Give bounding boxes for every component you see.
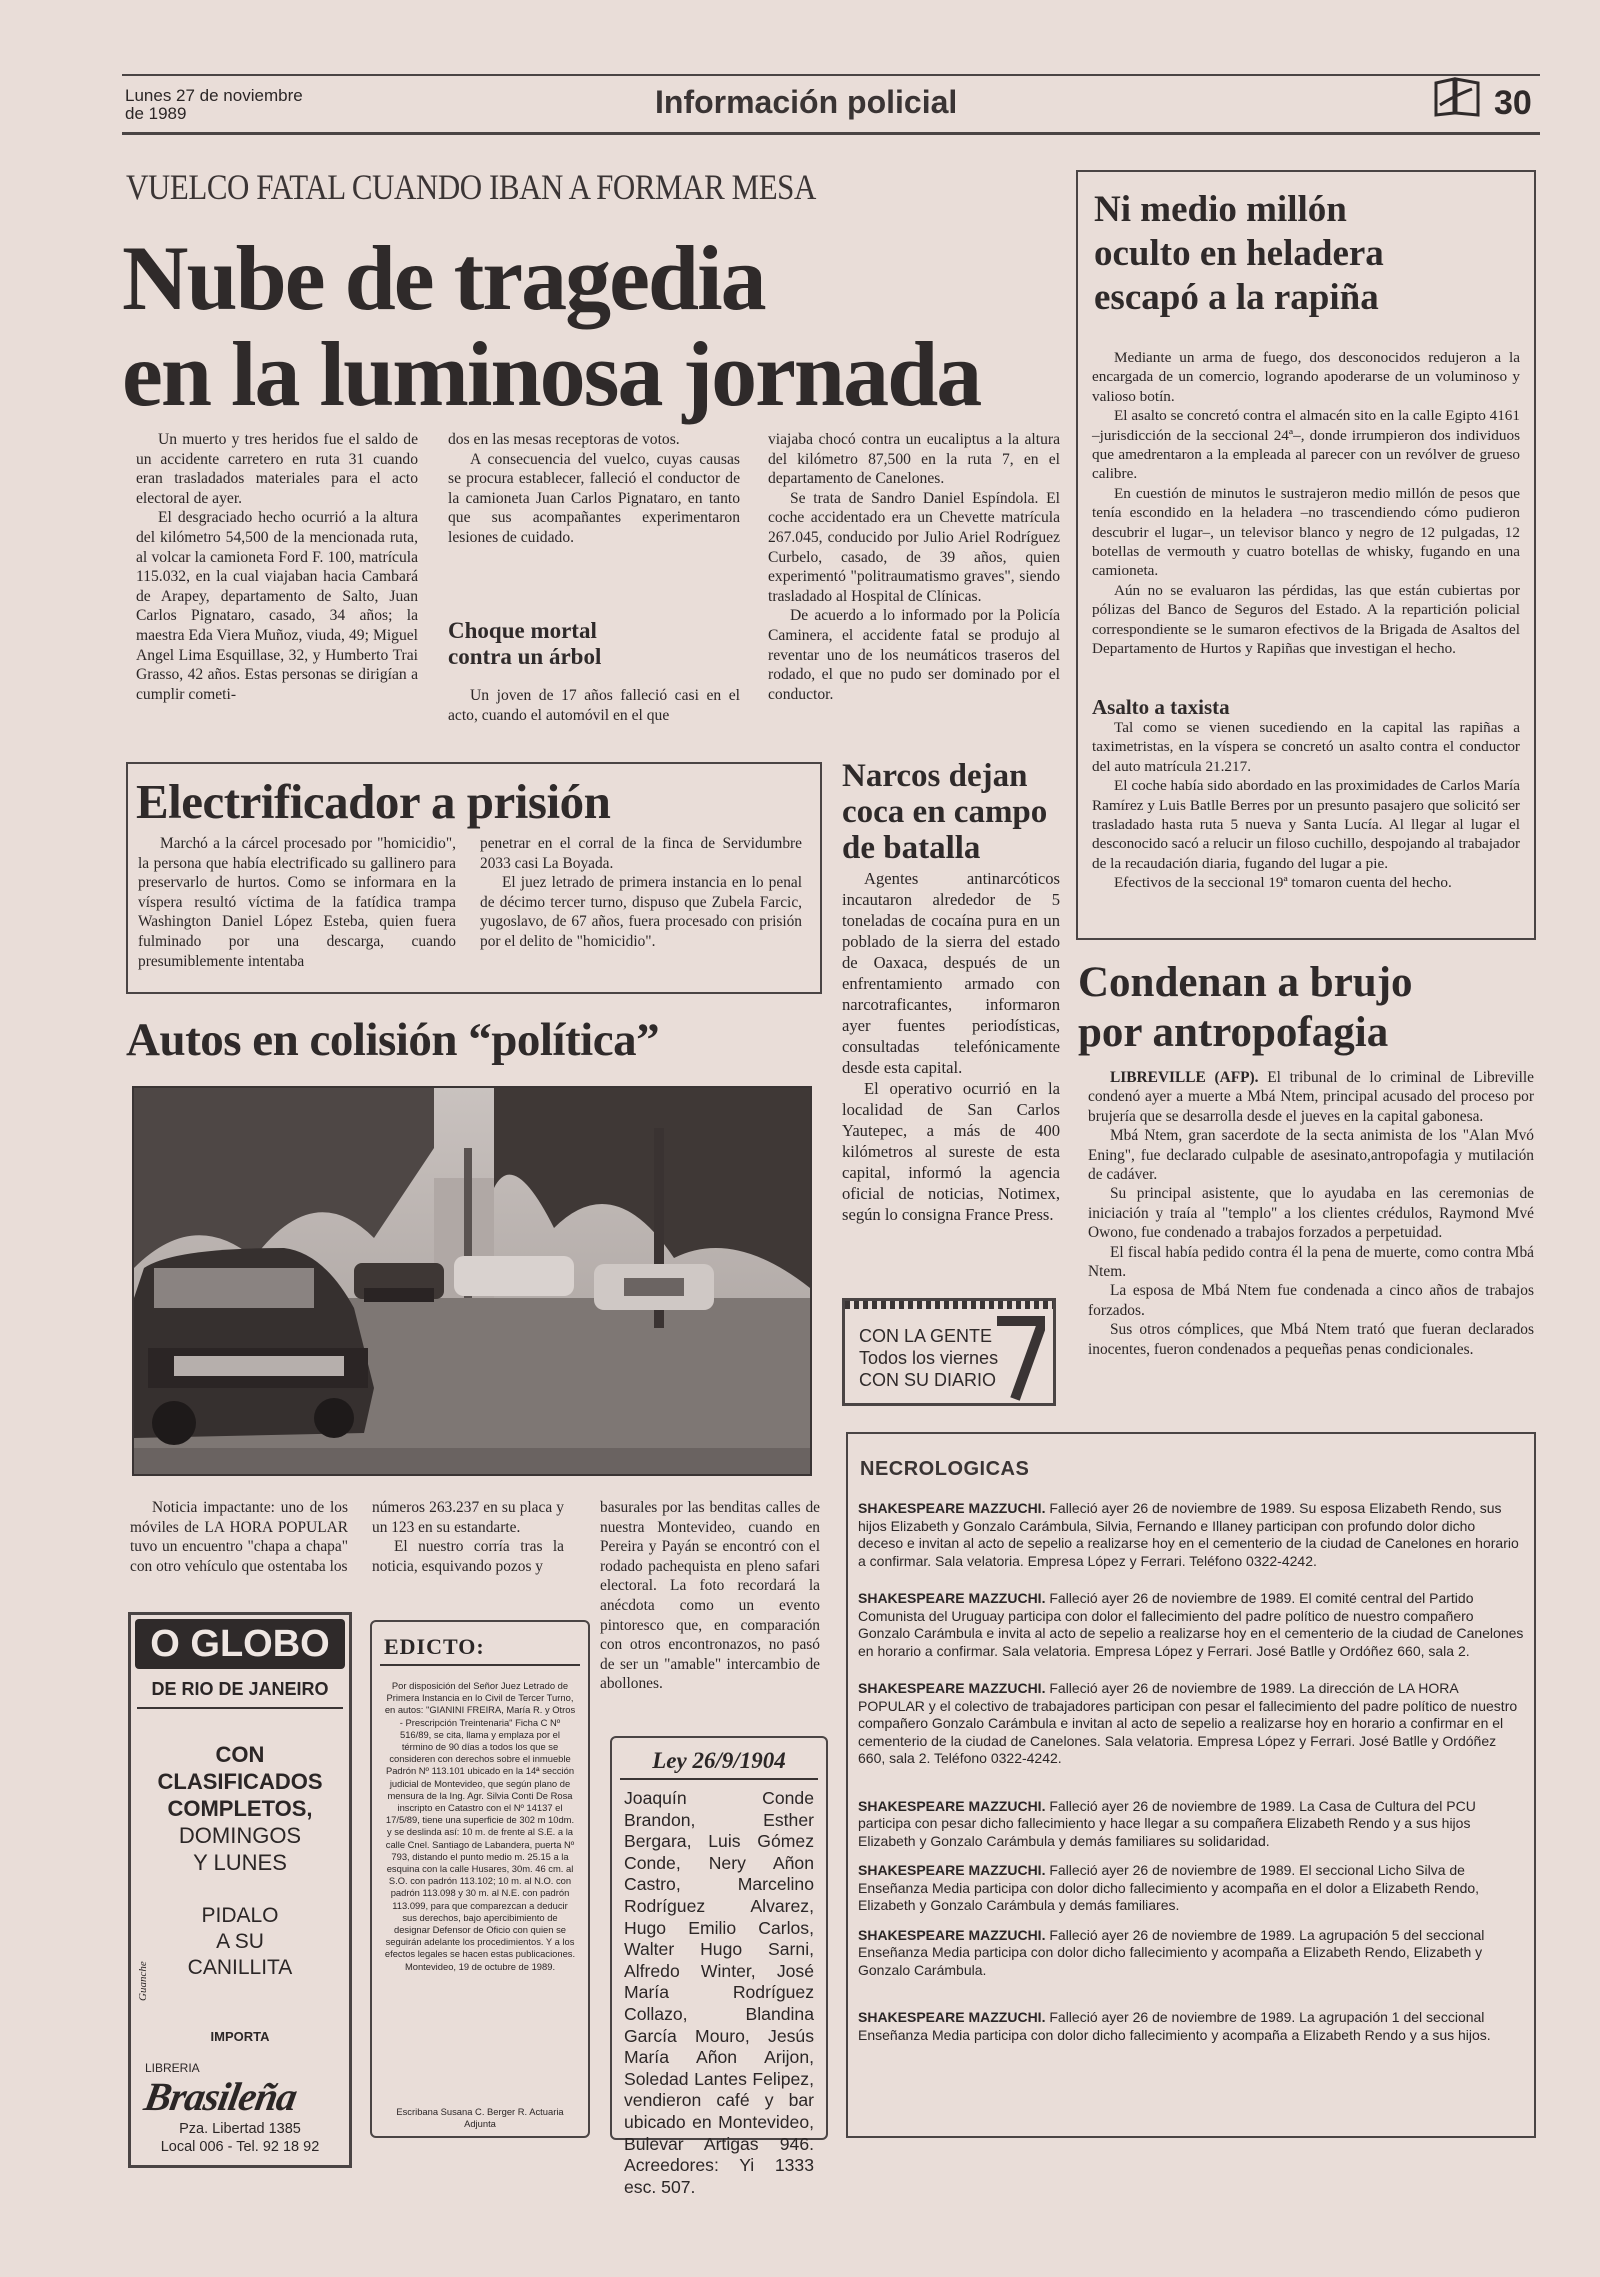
paragraph: Agentes antinarcóticos incautaron alrededor de 5 toneladas de cocaína pura en un poblado de la sierra del estado de Oaxaca, después de un enfrentamiento armado con narcotraficantes, informaron ayer fuentes periodísticas, consultadas telefónicamente desde esta capital. (842, 869, 1060, 1077)
entry-text: Falleció ayer 26 de noviembre de 1989. Su esposa Elizabeth Rendo, sus hijos Elizabeth y Gonzalo Carámbula, Silvia, Fernando e Illaney participan con profundo dolor dicho deceso e invitan al acto de sepelio a realizarse hoy en el cementerio de la ciudad de Canelones en horario a confirmar. Sala velatoria. Empresa López y Ferrari. Teléfono 0322-4242. (858, 1500, 1519, 1569)
narcos-body (842, 868, 1060, 1225)
headline-line-1: Narcos dejan (842, 758, 1028, 794)
offer-line: CLASIFICADOS (157, 1769, 323, 1794)
offer-line: DOMINGOS (178, 1823, 302, 1848)
headline-line-2: oculto en heladera (1094, 233, 1384, 274)
deceased-name: SHAKESPEARE MAZZUCHI. (858, 1862, 1046, 1878)
paragraph: El asalto se concretó contra el almacén sito en la calle Egipto 4161 –jurisdicción de la seccional 24ª–, donde irrumpieron dos individuos que amedrentaron a la empleada al parecer con un revólver de grueso calibre. (1092, 407, 1520, 483)
necrology-entry (858, 1798, 1524, 1851)
dateline: LIBREVILLE (AFP). (1110, 1069, 1259, 1086)
paragraph: Mbá Ntem, gran sacerdote de la secta animista de los "Alan Mvó Ening", fue declarado culpable de asesinato,antropofagia y mutilación de cadáver. (1088, 1127, 1534, 1184)
headline-line-2: por antropofagia (1078, 1009, 1389, 1056)
paragraph: El juez letrado de primera instancia en lo penal de décimo tercer turno, dispuso que Zubela Farcic, yugoslavo, de 67 años, fuera procesado con prisión por el delito de "homicidio". (480, 874, 802, 950)
paragraph: El operativo ocurrió en la localidad de San Carlos Yautepec, a más de 400 kilómetros al sureste de esta capital, informó la agencia oficial de noticias, Notimex, según lo consigna France Press. (842, 1079, 1060, 1224)
paragraph: Un muerto y tres heridos fue el saldo de un accidente carretero en ruta 31 cuando eran trasladados materiales para el acto electoral de ayer. (136, 431, 418, 507)
promo-text (859, 1325, 998, 1391)
deceased-name: SHAKESPEARE MAZZUCHI. (858, 1797, 1046, 1814)
lead-column-2b (448, 686, 740, 725)
necrology-entry (858, 1500, 1524, 1570)
lead-subhead (448, 618, 740, 670)
deceased-name: SHAKESPEARE MAZZUCHI. (858, 1500, 1046, 1516)
promo-line-3: CON SU DIARIO (859, 1370, 997, 1390)
paragraph: El coche había sido abordado en las proximidades de Carlos María Ramírez y Luis Batlle Berres por un presunto pasajero que solicitó ser trasladado hasta ruta 5 nueva y Santa Lucía. Al llegar al lugar el desconocido sacó a relucir un filoso cuchillo, despojando al trabajador de la recaudación diaria, fugando del lugar a pie. (1092, 777, 1520, 872)
necrology-entry (858, 2009, 1524, 2044)
ley-box (610, 1736, 828, 2197)
lead-headline-line-1: Nube de tragedia (122, 227, 765, 329)
electrificador-column-1 (138, 834, 456, 971)
entry-text: Falleció ayer 26 de noviembre de 1989. La agrupación 5 del seccional Enseñanza Media participa con dolor dicho fallecimiento y acompaña a Elizabeth Rendo, Elizabeth y Gonzalo Carámbula. (858, 1926, 1485, 1978)
paragraph: Tal como se vienen sucediendo en la capital las rapiñas a taximetristas, en la víspera se concretó un asalto contra el conductor del auto matrícula 21.217. (1092, 719, 1520, 775)
entry-text: Falleció ayer 26 de noviembre de 1989. La agrupación 1 del seccional Enseñanza Media participa con dolor dicho fallecimiento y acompaña a Elizabeth Rendo y a sus hijos. (858, 2009, 1491, 2043)
brujo-headline (1078, 958, 1413, 1058)
entry-text: Falleció ayer 26 de noviembre de 1989. La dirección de LA HORA POPULAR y el colectivo de trabajadores participan con pesar el fallecimiento del padre político de nuestro compañero Gonzalo Carámbula e invitan al acto de sepelio a realizarse hoy en horario a confirmar en el cementerio de la ciudad de Canelones. Sala velatoria. Empresa López y Ferrari. José Batlle y Ordóñez 660, sala 2. Teléfono 0322-4242. (858, 1680, 1518, 1766)
promo-stripe (845, 1301, 1053, 1309)
necrology-entry (858, 1680, 1524, 1768)
paragraph: penetrar en el corral de la finca de Servidumbre 2033 casi La Boyada. (480, 835, 802, 872)
paragraph: El desgraciado hecho ocurrió a la altura del kilómetro 54,500 de la mencionada ruta, al volcar la camioneta Ford F. 100, matrícula 115.032, en la cual viajaban hacia Cambará de Arapey, departamento de Salto, Juan Carlos Pignataro, casado, 34 años; la maestra Eda Viera Muñoz, viuda, 49; Miguel Angel Lima Esquillase, 32, y Humberto Trai Grasso, 42 años. Estas personas se dirigían a cumplir cometi- (136, 509, 418, 703)
paragraph: Sus otros cómplices, que Mbá Ntem trató que fueran declarados inocentes, fueron condenados a pequeñas penas condicionales. (1088, 1321, 1534, 1358)
paragraph: basurales por las benditas calles de nuestra Montevideo, cuando en Pereira y Payán se encontró con el rodado pachequista en pleno safari electoral. La foto recordará la anécdota como un evento pintoresco que, en comparación con otros encontronazos, no pasó de ser un "amable" intercambio de abollones. (600, 1499, 820, 1693)
headline-line-3: escapó a la rapiña (1094, 277, 1379, 318)
ley-body: Joaquín Conde Brandon, Esther Bergara, Luis Gómez Conde, Nery Añon Castro, Marcelino Rodríguez Alvarez, Hugo Emilio Carlos, Walter Hugo Sarni, Alfredo Winter, José María Rodríguez Collazo, Blandina García Mouro, Jesús María Añon Arijon, Soledad Lantes Felipez, vendieron café y bar ubicado en Montevideo, Bulevar Artigas 946. Acreedores: Yi 1333 esc. 507. (624, 1788, 814, 2197)
medio-millon-box (1076, 170, 1536, 940)
lead-kicker: VUELCO FATAL CUANDO IBAN A FORMAR MESA (126, 167, 816, 207)
headline-line-1: Condenan a brujo (1078, 959, 1413, 1006)
promo-line-1: CON LA GENTE (859, 1326, 993, 1346)
brasilena-logo: Brasileña (141, 2074, 301, 2119)
artist-signature: Guanche (137, 1961, 149, 2001)
header-rule-top (122, 74, 1540, 76)
entry-text: Falleció ayer 26 de noviembre de 1989. La Casa de Cultura del PCU participa con pesar dicho fallecimiento y hace llegar a su compañera Elizabeth Rendo y a sus hijos Elizabeth y Gonzalo Carámbula y demás familiares su solidaridad. (858, 1797, 1476, 1849)
globo-libreria: LIBRERIA (145, 2061, 200, 2075)
ley-title-rule (620, 1778, 818, 1780)
paragraph (1088, 1068, 1534, 1126)
autos-column-1 (130, 1498, 348, 1576)
autos-column-2 (372, 1498, 564, 1576)
lead-column-2 (448, 430, 740, 548)
globo-address: Pza. Libertad 1385 (179, 2121, 301, 2137)
paragraph: La esposa de Mbá Ntem fue condenada a cinco años de trabajos forzados. (1088, 1282, 1534, 1319)
lead-column-3 (768, 430, 1060, 704)
o-globo-ad (128, 1612, 352, 2168)
promo-line-2: Todos los viernes (859, 1348, 999, 1368)
headline-line-1: Ni medio millón (1094, 189, 1347, 230)
subhead-line-2: contra un árbol (448, 644, 602, 669)
paragraph: viajaba chocó contra un eucaliptus a la altura del kilómetro 87,500 en la ruta 7, en el departamento de Canelones. (768, 431, 1060, 488)
globo-call-to-action (131, 1903, 349, 1981)
date-line-2: de 1989 (125, 104, 187, 123)
globo-subtitle: DE RIO DE JANEIRO (151, 1679, 329, 1699)
necrologicas-list (858, 1500, 1524, 2064)
con-la-gente-promo (842, 1298, 1056, 1406)
headline-line-2: coca en campo (842, 794, 1048, 830)
section-logo-icon (1432, 75, 1482, 119)
offer-line: COMPLETOS, (167, 1796, 313, 1821)
paragraph: Se trata de Sandro Daniel Espíndola. El coche accidentado era un Chevette matrícula 267.045, conducido por Julio Ariel Rodríguez Curbelo, casado, de 39 años, quien experimentó "politraumatismo graves", siendo trasladado al Hospital de Clínicas. (768, 489, 1060, 605)
edicto-title: EDICTO: (384, 1634, 485, 1659)
paragraph: Marchó a la cárcel procesado por "homicidio", la persona que había electrificado su gallinero para preservarlo de hurtos. Como se informara en la víspera resultó víctima de la fatídica trampa Washington Daniel López Esteba, quien fuera fulminado por una descarga, cuando presumiblemente intentaba (138, 835, 456, 970)
globo-offer (131, 1741, 349, 1876)
electrificador-headline: Electrificador a prisión (136, 774, 611, 829)
electrificador-box (126, 762, 822, 994)
promo-seven-graphic (995, 1315, 1045, 1401)
headline-line-3: de batalla (842, 830, 981, 866)
paragraph: Efectivos de la seccional 19ª tomaron cuenta del hecho. (1114, 874, 1452, 892)
offer-line: CON (215, 1742, 265, 1767)
necrologicas-box (846, 1432, 1536, 2138)
lead-headline-line-2: en la luminosa jornada (122, 323, 981, 425)
edicto-box (370, 1620, 590, 2138)
paragraph: En cuestión de minutos le sustrajeron medio millón de pesos que tenía escondido en la heladera –no trascendiendo cómo pudieron descubrir el lugar–, un televisor blanco y negro de 12 pulgadas, 12 botellas de vermouth y cuatro botellas de whisky, fugando en una camioneta. (1092, 484, 1520, 580)
brujo-body (1088, 1068, 1534, 1359)
paragraph: Aún no se evaluaron las pérdidas, las que están cubiertas por pólizas del Banco de Seguros del Estado. A la repartición policial correspondiente se le sumaron efectivos de la Brigada de Asaltos del Departamento de Hurtos y Rapiñas que investigan el hecho. (1092, 581, 1520, 658)
paragraph: El fiscal había pedido contra él la pena de muerte, como contra Mbá Ntem. (1088, 1243, 1534, 1281)
cta-line: PIDALO (201, 1904, 279, 1927)
cta-line: CANILLITA (187, 1956, 293, 1979)
paragraph: De acuerdo a lo informado por la Policía Caminera, el accidente fatal se produjo al reventar uno de los neumáticos traseros del rodado, el que no pudo ser dominado por el conductor. (768, 607, 1060, 703)
lead-text: El tribunal de lo criminal de Libreville condenó ayer a muerte a Mbá Ntem, principal acusado del proceso por brujería que se desarrolla desde el jueves en la capital gabonesa. (1088, 1069, 1534, 1125)
electrificador-column-2 (480, 834, 802, 952)
paragraph: A consecuencia del vuelco, cuyas causas se procura establecer, falleció el conductor de la camioneta Juan Carlos Pignataro, en tanto que sus acompañantes experimentaron lesiones de cuidado. (448, 450, 740, 546)
page-number: 30 (1494, 84, 1532, 122)
deceased-name: SHAKESPEARE MAZZUCHI. (858, 1926, 1046, 1943)
date-line-1: Lunes 27 de noviembre (125, 86, 303, 105)
necrology-entry (858, 1862, 1524, 1915)
paragraph: Noticia impactante: uno de los móviles de LA HORA POPULAR tuvo un encuentro "chapa a chapa" con otro vehículo que ostentaba los (130, 1499, 348, 1575)
deceased-name: SHAKESPEARE MAZZUCHI. (858, 2009, 1046, 2025)
medio-millon-body (1092, 348, 1520, 659)
lead-column-1 (136, 430, 418, 704)
globo-title: O GLOBO (135, 1619, 345, 1669)
edicto-body: Por disposición del Señor Juez Letrado de Primera Instancia en lo Civil de Tercer Turno, en autos: "GIANINI FREIRA, María R. y Otros - Prescripción Treintenaria" Ficha C Nº 516/89, se cita, llama y emplaza por el término de 90 días a todos los que se consideren con derechos sobre el inmueble Padrón Nº 113.101 ubicado en la 14ª sección judicial de Montevideo, que según plano de mensura de la Ing. Agr. Silvia Conti De Rosa inscripto en Catastro con el Nº 14137 el 17/5/89, tiene una superficie de 302 m 10dm. y se deslinda así: 10 m. de frente al S.E. a la calle Cnel. Santiago de Labandera, puerta Nº 793, distando el punto medio m. 25.15 a la esquina con la calle Husares, 30m. 46 cm. al S.O. con padrón 113.102; 10 m. al N.O. con padrón 113.098 y 30 m. al N.E. con padrón 113.099, para que comparezcan a deducir sus derechos, bajo apercibimiento de designar Defensor de Oficio con quien se seguirán adelante los procedimientos. Y a los efectos legales se hacen estas publicaciones. Montevideo, 19 de octubre de 1989. (384, 1680, 576, 1972)
necrologicas-title: NECROLOGICAS (860, 1458, 1030, 1480)
car-collision-photo (132, 1086, 812, 1476)
edicto-signature: Escribana Susana C. Berger R. Actuaria Adjunta (396, 2106, 564, 2129)
paragraph: números 263.237 en su placa y un 123 en su estandarte. (372, 1499, 564, 1536)
entry-text: Falleció ayer 26 de noviembre de 1989. El comité central del Partido Comunista del Uruguay participa con dolor el fallecimiento del padre político de nuestro compañero Gonzalo Carámbula e invita al acto de sepelio a realizarse hoy en el cementerio de la ciudad de Canelones en horario a confirmar. Sala velatoria. Empresa López y Ferrari. José Batlle y Ordóñez 660, sala 2. (858, 1590, 1524, 1659)
cta-line: A SU (216, 1930, 264, 1953)
section-title: Información policial (655, 84, 958, 120)
paragraph: dos en las mesas receptoras de votos. (448, 431, 680, 448)
autos-headline: Autos en colisión “política” (126, 1014, 660, 1066)
paragraph: Su principal asistente, que lo ayudaba en las ceremonias de iniciación y traía al "templo" a los clientes crédulos, Raymond Mvé Owono, fue condenado a trabajos forzados a perpetuidad. (1088, 1185, 1534, 1242)
subhead-line-1: Choque mortal (448, 618, 597, 643)
medio-millon-headline (1094, 188, 1524, 320)
necrology-entry (858, 1590, 1524, 1660)
narcos-headline (842, 758, 1047, 866)
autos-column-3 (600, 1498, 820, 1694)
edicto-title-rule (380, 1664, 580, 1666)
entry-text: Falleció ayer 26 de noviembre de 1989. El seccional Licho Silva de Enseñanza Media participa con dolor dicho fallecimiento y acompaña en el dolor a Elizabeth Rendo, Elizabeth y Gonzalo Carámbula y demás familiares. (858, 1862, 1480, 1913)
offer-line: Y LUNES (193, 1850, 287, 1875)
deceased-name: SHAKESPEARE MAZZUCHI. (858, 1590, 1046, 1606)
paragraph: El nuestro corría tras la noticia, esquivando pozos y (372, 1538, 564, 1575)
ley-title: Ley 26/9/1904 (652, 1748, 786, 1773)
paragraph: Un joven de 17 años falleció casi en el acto, cuando el automóvil en el que (448, 687, 740, 724)
asalto-subhead: Asalto a taxista (1092, 695, 1230, 719)
globo-importa: IMPORTA (210, 2029, 270, 2044)
header-rule-bottom (122, 132, 1540, 135)
asalto-body (1092, 718, 1520, 893)
globo-divider (137, 1707, 343, 1709)
globo-phone: Local 006 - Tel. 92 18 92 (160, 2139, 320, 2155)
deceased-name: SHAKESPEARE MAZZUCHI. (858, 1680, 1046, 1696)
necrology-entry (858, 1927, 1524, 1980)
paragraph: Mediante un arma de fuego, dos desconocidos redujeron a la encargada de un comercio, logrando apoderarse de un voluminoso y valioso botín. (1092, 349, 1520, 405)
